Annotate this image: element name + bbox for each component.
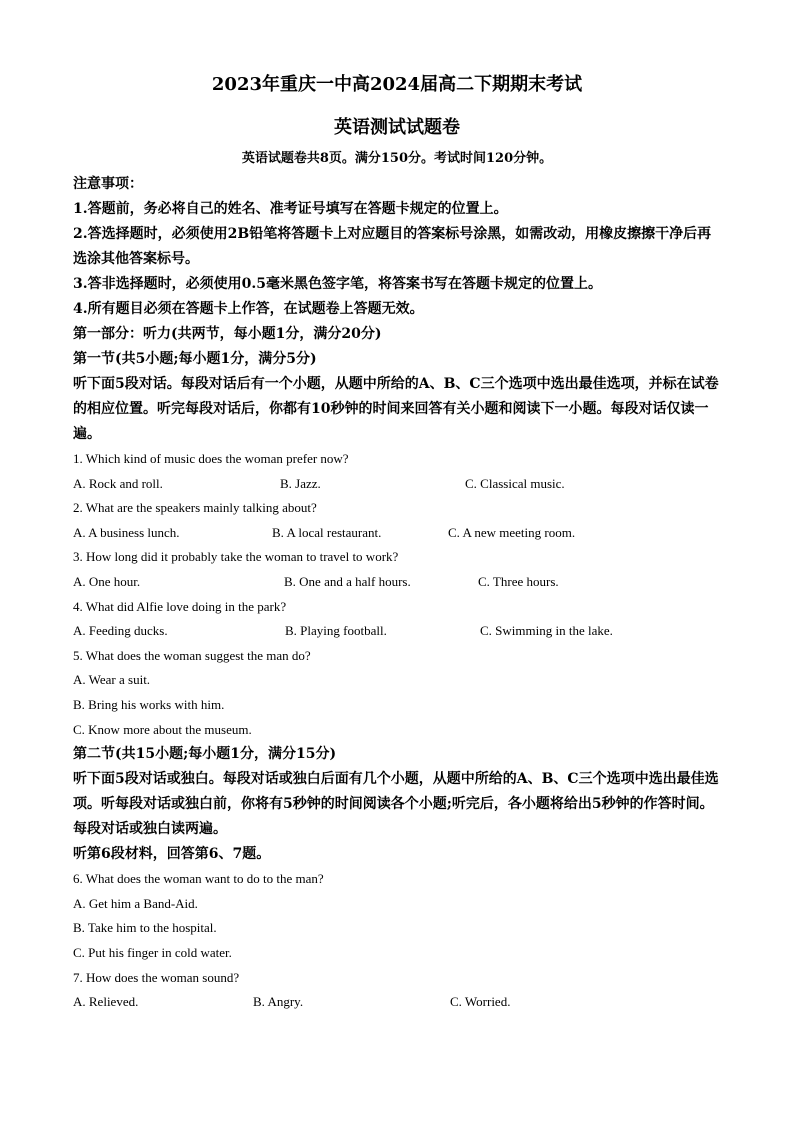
section2-instructions: 听下面5段对话或独白。每段对话或独白后面有几个小题，从题中所给的A、B、C三个选项中选出最佳选项。听每段对话或独白前，你将有5秒钟的时间阅读各个小题;听完后，各小题将给出5秒钟的作答时间。每段对话或独白读两遍。 — [73, 771, 719, 838]
question-stem: 5. What does the woman suggest the man do? — [73, 647, 311, 663]
question-stem: 1. Which kind of music does the woman prefer now? — [73, 451, 349, 466]
question-options — [73, 521, 725, 546]
option-b: B. Playing football. — [285, 623, 387, 639]
option-a: A. Get him a Band-Aid. — [73, 895, 198, 911]
question-stem: 3. How long did it probably take the woman to travel to work? — [73, 549, 399, 565]
option-c: C. A new meeting room. — [448, 524, 576, 540]
option-a: A. Rock and roll. — [73, 475, 163, 491]
option-a: A. Feeding ducks. — [73, 623, 168, 639]
note-item: 4.所有题目必须在答题卡上作答，在试题卷上答题无效。 — [73, 301, 424, 317]
note-item: 1.答题前，务必将自己的姓名、准考证号填写在答题卡规定的位置上。 — [73, 201, 508, 217]
option-c: C. Worried. — [450, 994, 511, 1010]
exam-title: 2023年重庆一中高2024届高二下期期末考试 — [211, 74, 583, 95]
question-options — [73, 619, 725, 644]
option-c: C. Swimming in the lake. — [480, 623, 613, 639]
option-b: B. One and a half hours. — [284, 573, 411, 589]
exam-subtitle: 英语测试试题卷 — [334, 117, 460, 138]
option-a: A. One hour. — [73, 573, 141, 589]
notes-heading: 注意事项： — [73, 176, 143, 192]
note-item: 3.答非选择题时，必须使用0.5毫米黑色签字笔，将答案书写在答题卡规定的位置上。 — [73, 276, 602, 292]
option-b: B. Take him to the hospital. — [73, 920, 217, 936]
question-stem: 2. What are the speakers mainly talking about? — [73, 500, 317, 516]
option-a: A. Relieved. — [73, 994, 139, 1010]
option-a: A. Wear a suit. — [73, 672, 151, 688]
part1-heading: 第一部分：听力(共两节，每小题1分，满分20分) — [73, 326, 382, 342]
section1-instructions: 听下面5段对话。每段对话后有一个小题，从题中所给的A、B、C三个选项中选出最佳选项，并标在试卷的相应位置。听完每段对话后，你都有10秒钟的时间来回答有关小题和阅读下一小题。每段对话仅读一遍。 — [73, 376, 719, 442]
option-c: C. Three hours. — [478, 573, 559, 589]
section2-heading: 第二节(共15小题;每小题1分，满分15分) — [73, 746, 337, 763]
question-stem: 4. What did Alfie love doing in the park? — [73, 598, 287, 614]
note-item: 2.答选择题时，必须使用2B铅笔将答题卡上对应题目的答案标号涂黑，如需改动，用橡皮擦擦干净后再选涂其他答案标号。 — [73, 226, 712, 267]
option-b: B. Angry. — [253, 994, 304, 1010]
option-c: C. Classical music. — [465, 475, 565, 491]
option-b: B. Jazz. — [280, 475, 321, 491]
option-c: C. Know more about the museum. — [73, 721, 252, 737]
option-b: B. A local restaurant. — [272, 524, 382, 540]
question-stem: 7. How does the woman sound? — [73, 969, 240, 985]
option-a: A. A business lunch. — [73, 524, 180, 540]
question-options — [73, 472, 725, 497]
section1-heading: 第一节(共5小题;每小题1分，满分5分) — [73, 351, 317, 367]
exam-info: 英语试题卷共8页。满分150分。考试时间120分钟。 — [241, 151, 553, 166]
material-heading: 听第6段材料，回答第6、7题。 — [73, 846, 271, 863]
question-options — [73, 570, 725, 595]
option-c: C. Put his finger in cold water. — [73, 944, 232, 960]
exam-body — [73, 172, 725, 1015]
question-stem: 6. What does the woman want to do to the man? — [73, 871, 324, 887]
option-b: B. Bring his works with him. — [73, 696, 225, 712]
question-options — [73, 990, 725, 1015]
